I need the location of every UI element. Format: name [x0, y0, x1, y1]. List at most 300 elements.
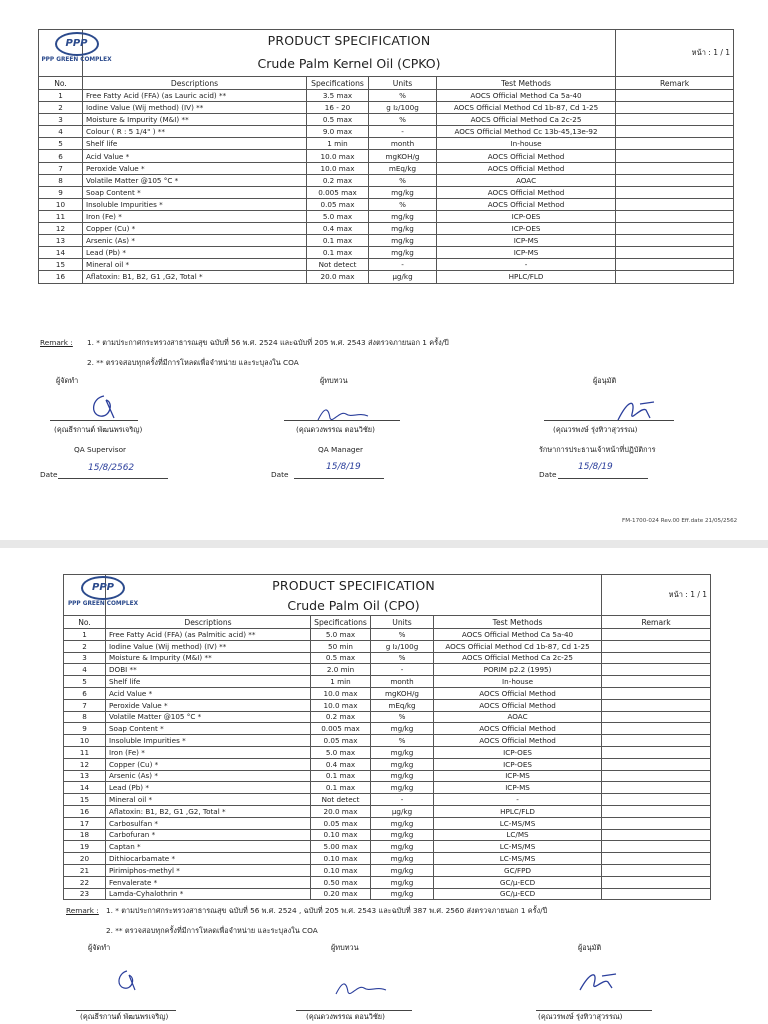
cell-specification: 0.10 max	[311, 853, 371, 865]
cell-description: Acid Value *	[83, 150, 307, 162]
cell-test-method: AOAC	[437, 174, 616, 186]
signature-approved	[610, 396, 670, 426]
cell-no: 9	[39, 186, 83, 198]
cell-remark	[602, 888, 711, 900]
table-row	[64, 664, 711, 676]
page-number: หน้า : 1 / 1	[616, 30, 734, 77]
cell-unit: -	[369, 126, 437, 138]
cell-specification: Not detect	[307, 259, 369, 271]
cell-remark	[602, 794, 711, 806]
cell-description: Volatile Matter @105 °C *	[106, 711, 311, 723]
cell-specification: Not detect	[311, 794, 371, 806]
cell-test-method: ICP-OES	[434, 758, 602, 770]
date-label-approved: Date	[539, 470, 557, 479]
cell-unit: mg/kg	[371, 817, 434, 829]
col-header-test-methods: Test Methods	[437, 77, 616, 90]
cell-test-method: -	[437, 259, 616, 271]
cell-no: 11	[39, 210, 83, 222]
table-row	[64, 629, 711, 641]
table-row	[64, 888, 711, 900]
doc-title: PRODUCT SPECIFICATION	[83, 30, 616, 52]
ppp-logo	[64, 575, 142, 607]
col-header-no: No.	[39, 77, 83, 90]
table-row	[39, 114, 734, 126]
remarks-block	[66, 906, 746, 940]
cell-test-method: HPLC/FLD	[434, 805, 602, 817]
cell-remark	[602, 746, 711, 758]
cell-remark	[616, 150, 734, 162]
cell-description: Lead (Pb) *	[106, 782, 311, 794]
cell-specification: 0.4 max	[307, 223, 369, 235]
cell-no: 19	[64, 841, 106, 853]
ppp-logo-mark: PPP	[81, 576, 125, 600]
cell-remark	[602, 735, 711, 747]
remark-2: 2. ** ตรวจสอบทุกครั้งที่มีการโหลดเพื่อจำหน่าย และระบุลงใน COA	[87, 358, 299, 367]
cell-specification: 0.2 max	[311, 711, 371, 723]
table-row	[64, 735, 711, 747]
signature-prepared	[112, 968, 142, 994]
spec-table-cpo	[63, 574, 711, 900]
signer-name-prepared: (คุณธีรกานต์ พัฒนพรเจริญ)	[80, 1012, 169, 1021]
cell-remark	[602, 640, 711, 652]
cell-remark	[602, 876, 711, 888]
cell-remark	[616, 247, 734, 259]
signer-role-reviewed: ผู้ทบทวน	[320, 376, 348, 385]
cell-test-method: AOCS Official Method Ca 5a-40	[434, 629, 602, 641]
date-prepared: 15/8/2562	[88, 463, 135, 473]
cell-unit: mg/kg	[371, 758, 434, 770]
date-approved: 15/8/19	[578, 462, 613, 472]
cell-no: 11	[64, 746, 106, 758]
table-row	[64, 758, 711, 770]
cell-test-method: AOCS Official Method	[434, 723, 602, 735]
cell-description: Aflatoxin: B1, B2, G1 ,G2, Total *	[106, 805, 311, 817]
cell-description: Carbofuran *	[106, 829, 311, 841]
ppp-logo	[39, 31, 114, 63]
col-header-remark: Remark	[602, 616, 711, 629]
table-header-row	[39, 77, 734, 90]
cell-description: Soap Content *	[106, 723, 311, 735]
signer-role-prepared: ผู้จัดทำ	[88, 943, 111, 952]
table-row	[64, 770, 711, 782]
signer-title-approved: รักษาการประธานเจ้าหน้าที่ปฏิบัติการ	[539, 445, 656, 454]
cell-unit: mgKOH/g	[371, 687, 434, 699]
col-header-test-methods: Test Methods	[434, 616, 602, 629]
cell-no: 3	[64, 652, 106, 664]
remark-1: 1. * ตามประกาศกระทรวงสาธารณสุข ฉบับที่ 56 พ.ศ. 2524 , ฉบับที่ 205 พ.ศ. 2543 และฉบับที่ 387 พ.ศ. 2560 ส่งตรวจภายนอก 1 ครั้ง/ปี	[106, 906, 548, 915]
table-row	[64, 817, 711, 829]
cell-no: 4	[64, 664, 106, 676]
cell-no: 4	[39, 126, 83, 138]
cell-remark	[602, 699, 711, 711]
cell-specification: 1 min	[307, 138, 369, 150]
cell-specification: 0.005 max	[311, 723, 371, 735]
cell-remark	[602, 841, 711, 853]
cell-remark	[616, 198, 734, 210]
cell-specification: 0.2 max	[307, 174, 369, 186]
cell-description: Lamda-Cyhalothrin *	[106, 888, 311, 900]
signer-name-approved: (คุณวรพงษ์ รุ่งทิวาสุวรรณ)	[553, 425, 638, 434]
cell-remark	[616, 174, 734, 186]
cell-remark	[602, 629, 711, 641]
table-row	[64, 723, 711, 735]
cell-test-method: LC/MS	[434, 829, 602, 841]
cell-description: Peroxide Value *	[106, 699, 311, 711]
cell-specification: 0.05 max	[311, 735, 371, 747]
cell-no: 13	[39, 235, 83, 247]
cell-remark	[602, 652, 711, 664]
remark-label: Remark :	[66, 906, 99, 915]
cell-unit: µg/kg	[369, 271, 437, 283]
cell-remark	[616, 186, 734, 198]
cell-specification: 10.0 max	[311, 699, 371, 711]
cell-remark	[602, 723, 711, 735]
signature-reviewed	[312, 402, 372, 426]
cell-unit: mg/kg	[371, 853, 434, 865]
cell-unit: mg/kg	[369, 186, 437, 198]
cell-unit: mg/kg	[371, 782, 434, 794]
cell-description: Free Fatty Acid (FFA) (as Palmitic acid) **	[106, 629, 311, 641]
cell-description: Copper (Cu) *	[83, 223, 307, 235]
cell-specification: 0.1 max	[311, 782, 371, 794]
cell-no: 7	[64, 699, 106, 711]
cell-no: 9	[64, 723, 106, 735]
cell-description: Lead (Pb) *	[83, 247, 307, 259]
signature-prepared	[84, 392, 124, 422]
cell-specification: 3.5 max	[307, 90, 369, 102]
table-row	[64, 711, 711, 723]
cell-test-method: LC-MS/MS	[434, 841, 602, 853]
cell-description: Insoluble Impurities *	[106, 735, 311, 747]
cell-description: Iron (Fe) *	[106, 746, 311, 758]
col-header-specifications: Specifications	[307, 77, 369, 90]
cell-no: 8	[64, 711, 106, 723]
cell-test-method: ICP-OES	[434, 746, 602, 758]
cell-remark	[616, 210, 734, 222]
cell-description: Soap Content *	[83, 186, 307, 198]
cell-unit: mg/kg	[371, 864, 434, 876]
table-row	[64, 746, 711, 758]
cell-specification: 10.0 max	[307, 162, 369, 174]
cell-unit: mEq/kg	[369, 162, 437, 174]
cell-description: Arsenic (As) *	[83, 235, 307, 247]
cell-unit: mg/kg	[369, 247, 437, 259]
cell-no: 2	[39, 102, 83, 114]
cell-specification: 20.0 max	[307, 271, 369, 283]
table-row	[39, 271, 734, 283]
cell-no: 5	[39, 138, 83, 150]
cell-specification: 0.1 max	[307, 235, 369, 247]
cell-no: 8	[39, 174, 83, 186]
signer-role-approved: ผู้อนุมัติ	[578, 943, 602, 952]
table-row	[39, 102, 734, 114]
cell-no: 6	[39, 150, 83, 162]
cell-no: 15	[39, 259, 83, 271]
col-header-descriptions: Descriptions	[106, 616, 311, 629]
cell-remark	[616, 126, 734, 138]
cell-specification: 50 min	[311, 640, 371, 652]
cell-unit: %	[371, 735, 434, 747]
spec-table-cpko	[38, 29, 734, 284]
cell-remark	[602, 864, 711, 876]
cell-unit: %	[369, 90, 437, 102]
signer-name-reviewed: (คุณดวงพรรณ ตอนวิชัย)	[306, 1012, 385, 1021]
cell-description: Moisture & Impurity (M&I) **	[83, 114, 307, 126]
cell-unit: %	[369, 114, 437, 126]
cell-test-method: AOCS Official Method Cd 1b-87, Cd 1-25	[437, 102, 616, 114]
cell-unit: -	[371, 794, 434, 806]
signer-role-prepared: ผู้จัดทำ	[56, 376, 79, 385]
cell-remark	[602, 711, 711, 723]
cell-unit: mg/kg	[371, 829, 434, 841]
cell-unit: mg/kg	[371, 876, 434, 888]
cell-description: Aflatoxin: B1, B2, G1 ,G2, Total *	[83, 271, 307, 283]
cell-test-method: HPLC/FLD	[437, 271, 616, 283]
signature-approved	[572, 968, 632, 996]
table-row	[39, 186, 734, 198]
cell-no: 16	[39, 271, 83, 283]
table-row	[64, 841, 711, 853]
cell-remark	[602, 817, 711, 829]
signer-role-approved: ผู้อนุมัติ	[593, 376, 617, 385]
cell-unit: %	[371, 629, 434, 641]
cell-remark	[602, 782, 711, 794]
cell-description: DOBI **	[106, 664, 311, 676]
cell-test-method: AOCS Official Method Ca 5a-40	[437, 90, 616, 102]
form-code: FM-1700-024 Rev.00 Eff.date 21/05/2562	[622, 518, 738, 524]
signer-name-reviewed: (คุณดวงพรรณ ตอนวิชัย)	[296, 425, 375, 434]
table-row	[64, 782, 711, 794]
cell-specification: 0.1 max	[307, 247, 369, 259]
cell-description: Arsenic (As) *	[106, 770, 311, 782]
cell-test-method: GC/FPD	[434, 864, 602, 876]
cell-remark	[616, 259, 734, 271]
cell-remark	[616, 235, 734, 247]
cell-test-method: AOCS Official Method Ca 2c-25	[434, 652, 602, 664]
cell-no: 22	[64, 876, 106, 888]
cell-remark	[602, 758, 711, 770]
date-reviewed: 15/8/19	[326, 462, 361, 472]
cell-description: Colour ( R : 5 1/4" ) **	[83, 126, 307, 138]
cell-test-method: AOAC	[434, 711, 602, 723]
product-name: Crude Palm Oil (CPO)	[106, 596, 602, 616]
table-row	[64, 853, 711, 865]
table-row	[64, 876, 711, 888]
cell-no: 16	[64, 805, 106, 817]
cell-specification: 0.10 max	[311, 864, 371, 876]
cell-remark	[616, 102, 734, 114]
cell-unit: mg/kg	[371, 841, 434, 853]
cell-unit: %	[371, 711, 434, 723]
cell-test-method: ICP-MS	[437, 235, 616, 247]
cell-unit: mEq/kg	[371, 699, 434, 711]
cell-description: Pirimiphos-methyl *	[106, 864, 311, 876]
cell-specification: 0.5 max	[307, 114, 369, 126]
table-row	[39, 138, 734, 150]
cell-unit: -	[369, 259, 437, 271]
cell-specification: 0.005 max	[307, 186, 369, 198]
table-row	[39, 90, 734, 102]
product-name: Crude Palm Kernel Oil (CPKO)	[83, 52, 616, 77]
table-header-row	[64, 616, 711, 629]
cell-remark	[616, 162, 734, 174]
cell-no: 6	[64, 687, 106, 699]
cell-unit: month	[371, 676, 434, 688]
cell-no: 10	[64, 735, 106, 747]
cell-unit: %	[369, 198, 437, 210]
cell-unit: mg/kg	[369, 235, 437, 247]
table-row	[64, 829, 711, 841]
cell-unit: mg/kg	[369, 210, 437, 222]
cell-no: 12	[39, 223, 83, 235]
cell-no: 3	[39, 114, 83, 126]
cell-test-method: In-house	[434, 676, 602, 688]
signer-title-prepared: QA Supervisor	[74, 445, 127, 454]
cell-no: 15	[64, 794, 106, 806]
cell-specification: 2.0 min	[311, 664, 371, 676]
cell-description: Iron (Fe) *	[83, 210, 307, 222]
cell-test-method: AOCS Official Method	[434, 687, 602, 699]
cell-unit: mg/kg	[371, 770, 434, 782]
cell-test-method: AOCS Official Method Cd 1b-87, Cd 1-25	[434, 640, 602, 652]
cell-no: 13	[64, 770, 106, 782]
table-row	[39, 174, 734, 186]
cell-test-method: In-house	[437, 138, 616, 150]
cell-unit: g I₂/100g	[371, 640, 434, 652]
cell-test-method: ICP-OES	[437, 210, 616, 222]
cell-remark	[602, 770, 711, 782]
cell-specification: 5.0 max	[311, 746, 371, 758]
cell-no: 7	[39, 162, 83, 174]
col-header-units: Units	[369, 77, 437, 90]
cell-description: Dithiocarbamate *	[106, 853, 311, 865]
cell-unit: %	[369, 174, 437, 186]
cell-test-method: AOCS Official Method Cc 13b-45,13e-92	[437, 126, 616, 138]
cell-remark	[616, 114, 734, 126]
table-row	[39, 162, 734, 174]
cell-specification: 5.00 max	[311, 841, 371, 853]
cell-no: 12	[64, 758, 106, 770]
col-header-specifications: Specifications	[311, 616, 371, 629]
cell-unit: %	[371, 652, 434, 664]
cell-no: 14	[64, 782, 106, 794]
cell-description: Copper (Cu) *	[106, 758, 311, 770]
cell-test-method: AOCS Official Method	[434, 699, 602, 711]
col-header-remark: Remark	[616, 77, 734, 90]
cell-specification: 9.0 max	[307, 126, 369, 138]
ppp-logo-mark: PPP	[55, 32, 99, 56]
company-name: PPP GREEN COMPLEX	[41, 57, 112, 63]
cell-test-method: GC/µ-ECD	[434, 876, 602, 888]
cell-no: 2	[64, 640, 106, 652]
company-name: PPP GREEN COMPLEX	[67, 601, 139, 607]
signer-name-approved: (คุณวรพงษ์ รุ่งทิวาสุวรรณ)	[538, 1012, 623, 1021]
cell-description: Iodine Value (Wij method) (IV) **	[106, 640, 311, 652]
cell-no: 20	[64, 853, 106, 865]
cell-test-method: ICP-MS	[434, 770, 602, 782]
cell-unit: month	[369, 138, 437, 150]
cell-description: Carbosulfan *	[106, 817, 311, 829]
cell-test-method: AOCS Official Method Ca 2c-25	[437, 114, 616, 126]
table-row	[39, 259, 734, 271]
cell-specification: 1 min	[311, 676, 371, 688]
cell-remark	[616, 90, 734, 102]
cell-description: Peroxide Value *	[83, 162, 307, 174]
table-row	[39, 210, 734, 222]
cell-no: 18	[64, 829, 106, 841]
cell-description: Captan *	[106, 841, 311, 853]
cell-specification: 0.20 max	[311, 888, 371, 900]
table-row	[64, 794, 711, 806]
cell-remark	[602, 853, 711, 865]
cell-description: Insoluble Impurities *	[83, 198, 307, 210]
cell-unit: g I₂/100g	[369, 102, 437, 114]
table-row	[64, 640, 711, 652]
cell-description: Iodine Value (Wij method) (IV) **	[83, 102, 307, 114]
remark-1: 1. * ตามประกาศกระทรวงสาธารณสุข ฉบับที่ 56 พ.ศ. 2524 และฉบับที่ 205 พ.ศ. 2543 ส่งตรวจภายนอก 1 ครั้ง/ปี	[87, 338, 449, 347]
cell-description: Moisture & Impurity (M&I) **	[106, 652, 311, 664]
signature-reviewed	[330, 976, 390, 1000]
cell-unit: mgKOH/g	[369, 150, 437, 162]
cell-no: 5	[64, 676, 106, 688]
cell-description: Shelf life	[106, 676, 311, 688]
cell-test-method: AOCS Official Method	[437, 150, 616, 162]
cell-description: Shelf life	[83, 138, 307, 150]
table-row	[64, 687, 711, 699]
cell-specification: 10.0 max	[307, 150, 369, 162]
cell-specification: 0.5 max	[311, 652, 371, 664]
cell-specification: 0.4 max	[311, 758, 371, 770]
cell-description: Mineral oil *	[106, 794, 311, 806]
cell-unit: -	[371, 664, 434, 676]
signer-title-reviewed: QA Manager	[318, 445, 364, 454]
cell-no: 10	[39, 198, 83, 210]
cell-specification: 0.10 max	[311, 829, 371, 841]
date-label-prepared: Date	[40, 470, 58, 479]
cell-test-method: AOCS Official Method	[437, 186, 616, 198]
cell-specification: 0.05 max	[307, 198, 369, 210]
cell-description: Acid Value *	[106, 687, 311, 699]
remark-label: Remark :	[40, 338, 73, 347]
page-number: หน้า : 1 / 1	[602, 575, 711, 616]
cell-specification: 20.0 max	[311, 805, 371, 817]
signer-name-prepared: (คุณธีรกานต์ พัฒนพรเจริญ)	[54, 425, 143, 434]
cell-remark	[602, 664, 711, 676]
table-row	[39, 235, 734, 247]
cell-no: 1	[64, 629, 106, 641]
cell-remark	[616, 223, 734, 235]
cell-no: 14	[39, 247, 83, 259]
doc-title: PRODUCT SPECIFICATION	[106, 575, 602, 596]
cell-test-method: GC/µ-ECD	[434, 888, 602, 900]
table-row	[64, 699, 711, 711]
cell-specification: 10.0 max	[311, 687, 371, 699]
cell-test-method: LC-MS/MS	[434, 817, 602, 829]
cell-test-method: LC-MS/MS	[434, 853, 602, 865]
cell-specification: 0.05 max	[311, 817, 371, 829]
spec-rows	[39, 90, 734, 284]
signer-role-reviewed: ผู้ทบทวน	[331, 943, 359, 952]
cell-specification: 0.50 max	[311, 876, 371, 888]
col-header-descriptions: Descriptions	[83, 77, 307, 90]
cell-test-method: ICP-OES	[437, 223, 616, 235]
cell-description: Free Fatty Acid (FFA) (as Lauric acid) **	[83, 90, 307, 102]
table-row	[39, 150, 734, 162]
spec-rows	[64, 629, 711, 900]
cell-specification: 16 - 20	[307, 102, 369, 114]
cell-unit: µg/kg	[371, 805, 434, 817]
cell-description: Mineral oil *	[83, 259, 307, 271]
